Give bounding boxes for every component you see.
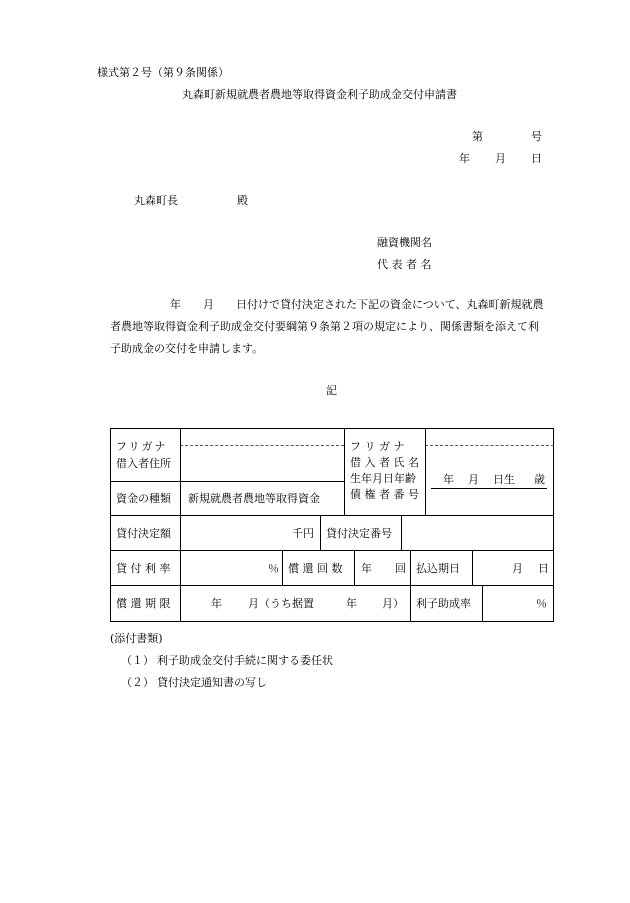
attachment-item-1-text: 利子助成金交付手続に関する委任状 — [157, 654, 333, 667]
table-rule — [354, 550, 355, 585]
repayment-count-label: 償 還 回 数 — [288, 562, 343, 575]
birth-day: 日生 — [493, 473, 515, 486]
date-month: 月 — [495, 152, 506, 165]
repayment-count-year: 年 — [361, 562, 372, 575]
financial-institution-label: 融資機関名 — [377, 236, 432, 249]
table-rule — [410, 585, 411, 621]
representative-label: 代 表 者 名 — [377, 258, 432, 271]
table-rule — [180, 550, 181, 585]
repayment-period-deferral: 月（うち据置 — [248, 597, 314, 610]
table-rule — [482, 585, 483, 621]
creditor-number-label: 債 権 者 番 号 — [350, 488, 419, 501]
date-day: 日 — [531, 152, 542, 165]
table-border-right — [553, 428, 554, 622]
table-rule — [180, 585, 181, 621]
table-rule — [344, 428, 345, 515]
body-year: 年 — [170, 298, 181, 311]
repayment-count-times: 回 — [395, 562, 406, 575]
table-rule — [180, 515, 181, 550]
addressee: 丸森町長 — [134, 194, 178, 207]
table-border-top — [110, 428, 554, 429]
furigana-dashed-rule — [180, 445, 344, 446]
interest-rate-label: 貸 付 利 率 — [116, 562, 171, 575]
table-rule — [110, 585, 554, 586]
birthdate-age-label: 生年月日年齢 — [350, 472, 416, 485]
addressee-honorific: 殿 — [237, 194, 248, 207]
subsidy-rate-label: 利子助成率 — [416, 597, 471, 610]
interest-rate-unit: ％ — [268, 562, 279, 575]
repayment-period-year: 年 — [211, 597, 222, 610]
loan-decision-number-label: 貸付決定番号 — [326, 527, 392, 540]
payment-date-label: 払込期日 — [416, 562, 460, 575]
table-border-left — [110, 428, 111, 622]
body-line-2: 者農地等取得資金利子助成金交付要綱第９条第２項の規定により、関係書類を添えて利 — [110, 320, 539, 333]
repayment-period-label: 償 還 期 限 — [116, 597, 171, 610]
record-heading: 記 — [326, 384, 337, 397]
payment-date-month: 月 — [512, 562, 523, 575]
form-title: 丸森町新規就農者農地等取得資金利子助成金交付申請書 — [182, 88, 457, 101]
birth-year: 年 — [443, 473, 454, 486]
furigana-label-2: フ リ ガ ナ — [350, 440, 405, 453]
payment-date-day: 日 — [538, 562, 549, 575]
birth-month: 月 — [468, 473, 479, 486]
table-rule — [180, 428, 181, 515]
table-rule — [282, 550, 283, 585]
table-rule — [472, 550, 473, 585]
borrower-name-label: 借 入 者 氏 名 — [350, 456, 419, 469]
attachments-heading: (添付書類) — [110, 632, 163, 645]
borrower-address-label: 借入者住所 — [116, 457, 171, 470]
table-border-bottom — [110, 621, 554, 622]
table-rule — [110, 550, 554, 551]
document-number-prefix: 第 — [472, 130, 483, 143]
repayment-period-deferral-year: 年 — [346, 597, 357, 610]
body-line-3: 子助成金の交付を申請します。 — [110, 342, 264, 355]
attachment-item-1-number: （１） — [121, 654, 154, 667]
furigana-label: フリガナ — [116, 440, 168, 453]
table-rule — [110, 515, 554, 516]
attachment-item-2-text: 貸付決定通知書の写し — [157, 676, 267, 689]
subsidy-rate-unit: ％ — [536, 597, 547, 610]
body-month: 月 — [203, 298, 214, 311]
table-rule — [410, 550, 411, 585]
document-number-suffix: 号 — [531, 130, 542, 143]
fund-type-label: 資金の種類 — [116, 492, 171, 505]
date-year: 年 — [459, 152, 470, 165]
furigana-dashed-rule — [425, 445, 554, 446]
age-label: 歳 — [534, 473, 545, 486]
table-rule — [110, 481, 344, 482]
form-number: 様式第２号（第９条関係） — [97, 66, 229, 79]
loan-amount-unit: 千円 — [292, 527, 314, 540]
application-table — [110, 428, 554, 622]
loan-amount-label: 貸付決定額 — [116, 527, 171, 540]
table-rule — [425, 428, 426, 515]
attachment-item-2-number: （２） — [121, 676, 154, 689]
body-line-1: 日付けで貸付決定された下記の資金について、丸森町新規就農 — [236, 298, 544, 311]
repayment-period-deferral-month: 月） — [382, 597, 404, 610]
birthdate-underline — [431, 488, 547, 489]
table-rule — [401, 515, 402, 550]
fund-type-value: 新規就農者農地等取得資金 — [188, 492, 320, 505]
table-rule — [320, 515, 321, 550]
